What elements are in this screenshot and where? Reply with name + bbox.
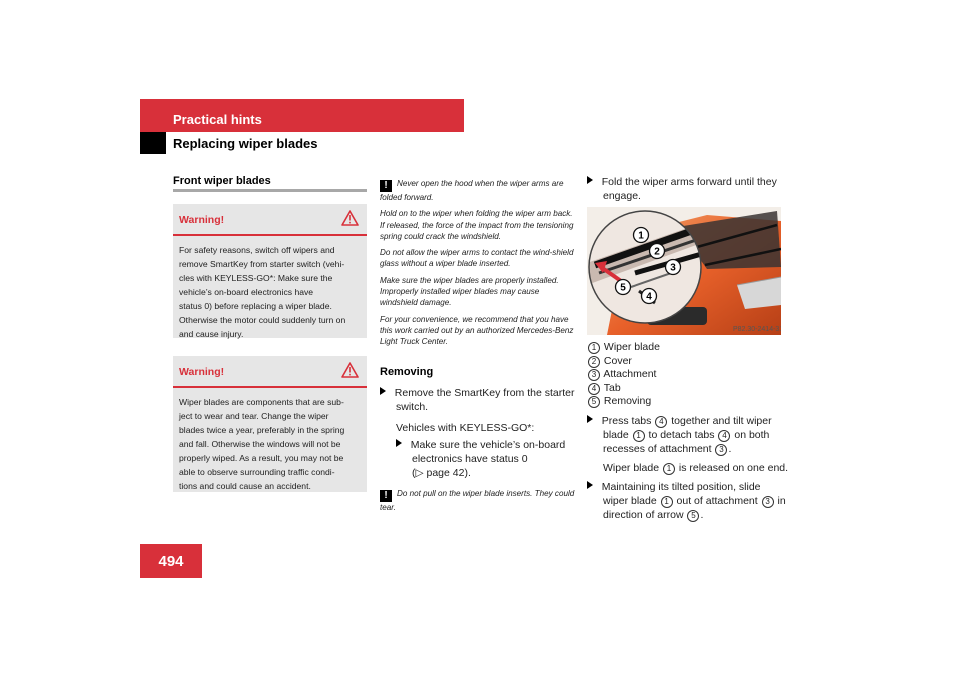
page-number: 494 [140,544,202,578]
warning-line: remove SmartKey from starter switch (vehi- [179,259,345,269]
warning-title: Warning! [179,214,225,226]
note-paragraph: For your convenience, we recommend that you have this work carried out by an authorized Mercedes-Benz Light Truck Center. [380,314,574,347]
subsection-title: Replacing wiper blades [173,136,318,151]
warning-box-2 [173,356,367,492]
warning-line: For safety reasons, switch off wipers and [179,245,335,255]
triangle-arrow-icon [587,481,593,489]
warning-rule [173,386,367,388]
warning-line: status 0) before replacing a wiper blade. [179,301,332,311]
legend-item: 1 Wiper blade [587,341,787,355]
callout-5 [616,280,631,295]
svg-text:1: 1 [638,230,644,242]
note-paragraph: Make sure the wiper blades are properly installed. Improperly installed wiper blades may cause windshield damage. [380,275,559,308]
front-wiper-heading: Front wiper blades [173,175,271,187]
step-fold-arms: Fold the wiper arms forward until they engage. [587,175,787,203]
note-paragraph: Never open the hood when the wiper arms are folded forward. [380,179,564,202]
section-title: Practical hints [173,112,262,127]
warning-line: vehicle’s on-board electronics have [179,287,314,297]
warning-line: blades twice a year, preferably in the spring [179,425,345,435]
callout-4 [642,289,657,304]
warning-title: Warning! [179,366,225,378]
legend-item: 3 Attachment [587,368,787,382]
triangle-arrow-icon [380,387,386,395]
triangle-arrow-icon [396,439,402,447]
wiper-insert-note: ! Do not pull on the wiper blade inserts. They could tear. [380,489,575,512]
callout-1 [634,228,649,243]
svg-text:2: 2 [654,246,660,258]
triangle-arrow-icon [587,415,593,423]
legend [587,341,787,409]
warning-triangle-icon [341,362,359,383]
legend-item: 2 Cover [587,355,787,369]
triangle-arrow-icon [587,176,593,184]
svg-text:4: 4 [646,291,652,303]
warning-line: Otherwise the motor could suddenly turn on [179,315,346,325]
legend-item: 4 Tab [587,382,787,396]
warning-line: Wiper blades are components that are sub- [179,397,344,407]
note-paragraph: Do not allow the wiper arms to contact the wind-shield glass without a wiper blade inserted. [380,248,574,269]
warning-line: ject to wear and tear. Change the wiper [179,411,329,421]
warning-rule [173,234,367,236]
svg-text:3: 3 [670,262,676,274]
warning-box-1 [173,204,367,338]
warning-line: tions and could cause an accident. [179,481,311,491]
hood-note [380,178,576,353]
exclamation-square-icon: ! [380,490,392,502]
step-check-electronics: Make sure the vehicle’s on-board electronics have status 0 (▷ page 42). [396,438,576,481]
legend-item: 5 Removing [587,395,787,409]
warning-line: properly wiped. As a result, you may not be [179,453,344,463]
warning-line: and cause injury. [179,329,244,339]
exclamation-square-icon: ! [380,180,392,192]
callout-3 [666,260,681,275]
heading-rule [173,189,367,192]
warning-text [179,395,361,493]
svg-text:5: 5 [620,282,626,294]
keyless-label: Vehicles with KEYLESS-GO*: [396,422,535,434]
image-code: P82.30-2414-31 [733,326,781,333]
step-slide-blade: Maintaining its tilted position, slide wiper blade 1 out of attachment 3 in direction of arrow 5 . [587,480,787,523]
removing-heading: Removing [380,366,434,378]
warning-triangle-icon [341,210,359,231]
callout-2 [650,244,665,259]
note-paragraph: Hold on to the wiper when folding the wiper arm back. If released, the force of the impact from the tensioning spring could crack the windshield. [380,209,574,241]
warning-line: and fall. Otherwise the windows will not be [179,439,341,449]
step-press-tabs: Press tabs 4 together and tilt wiper blade 1 to detach tabs 4 on both recesses of attachment 3 . [587,414,787,457]
blade-released-text: Wiper blade 1 is released on one end. [603,462,789,474]
warning-text [179,243,361,341]
warning-line: able to observe surrounding traffic condi- [179,467,335,477]
warning-line: cles with KEYLESS-GO*: Make sure the [179,273,333,283]
header-tab [140,132,166,154]
wiper-illustration [587,207,781,335]
step-remove-smartkey: Remove the SmartKey from the starter switch. [380,386,576,414]
